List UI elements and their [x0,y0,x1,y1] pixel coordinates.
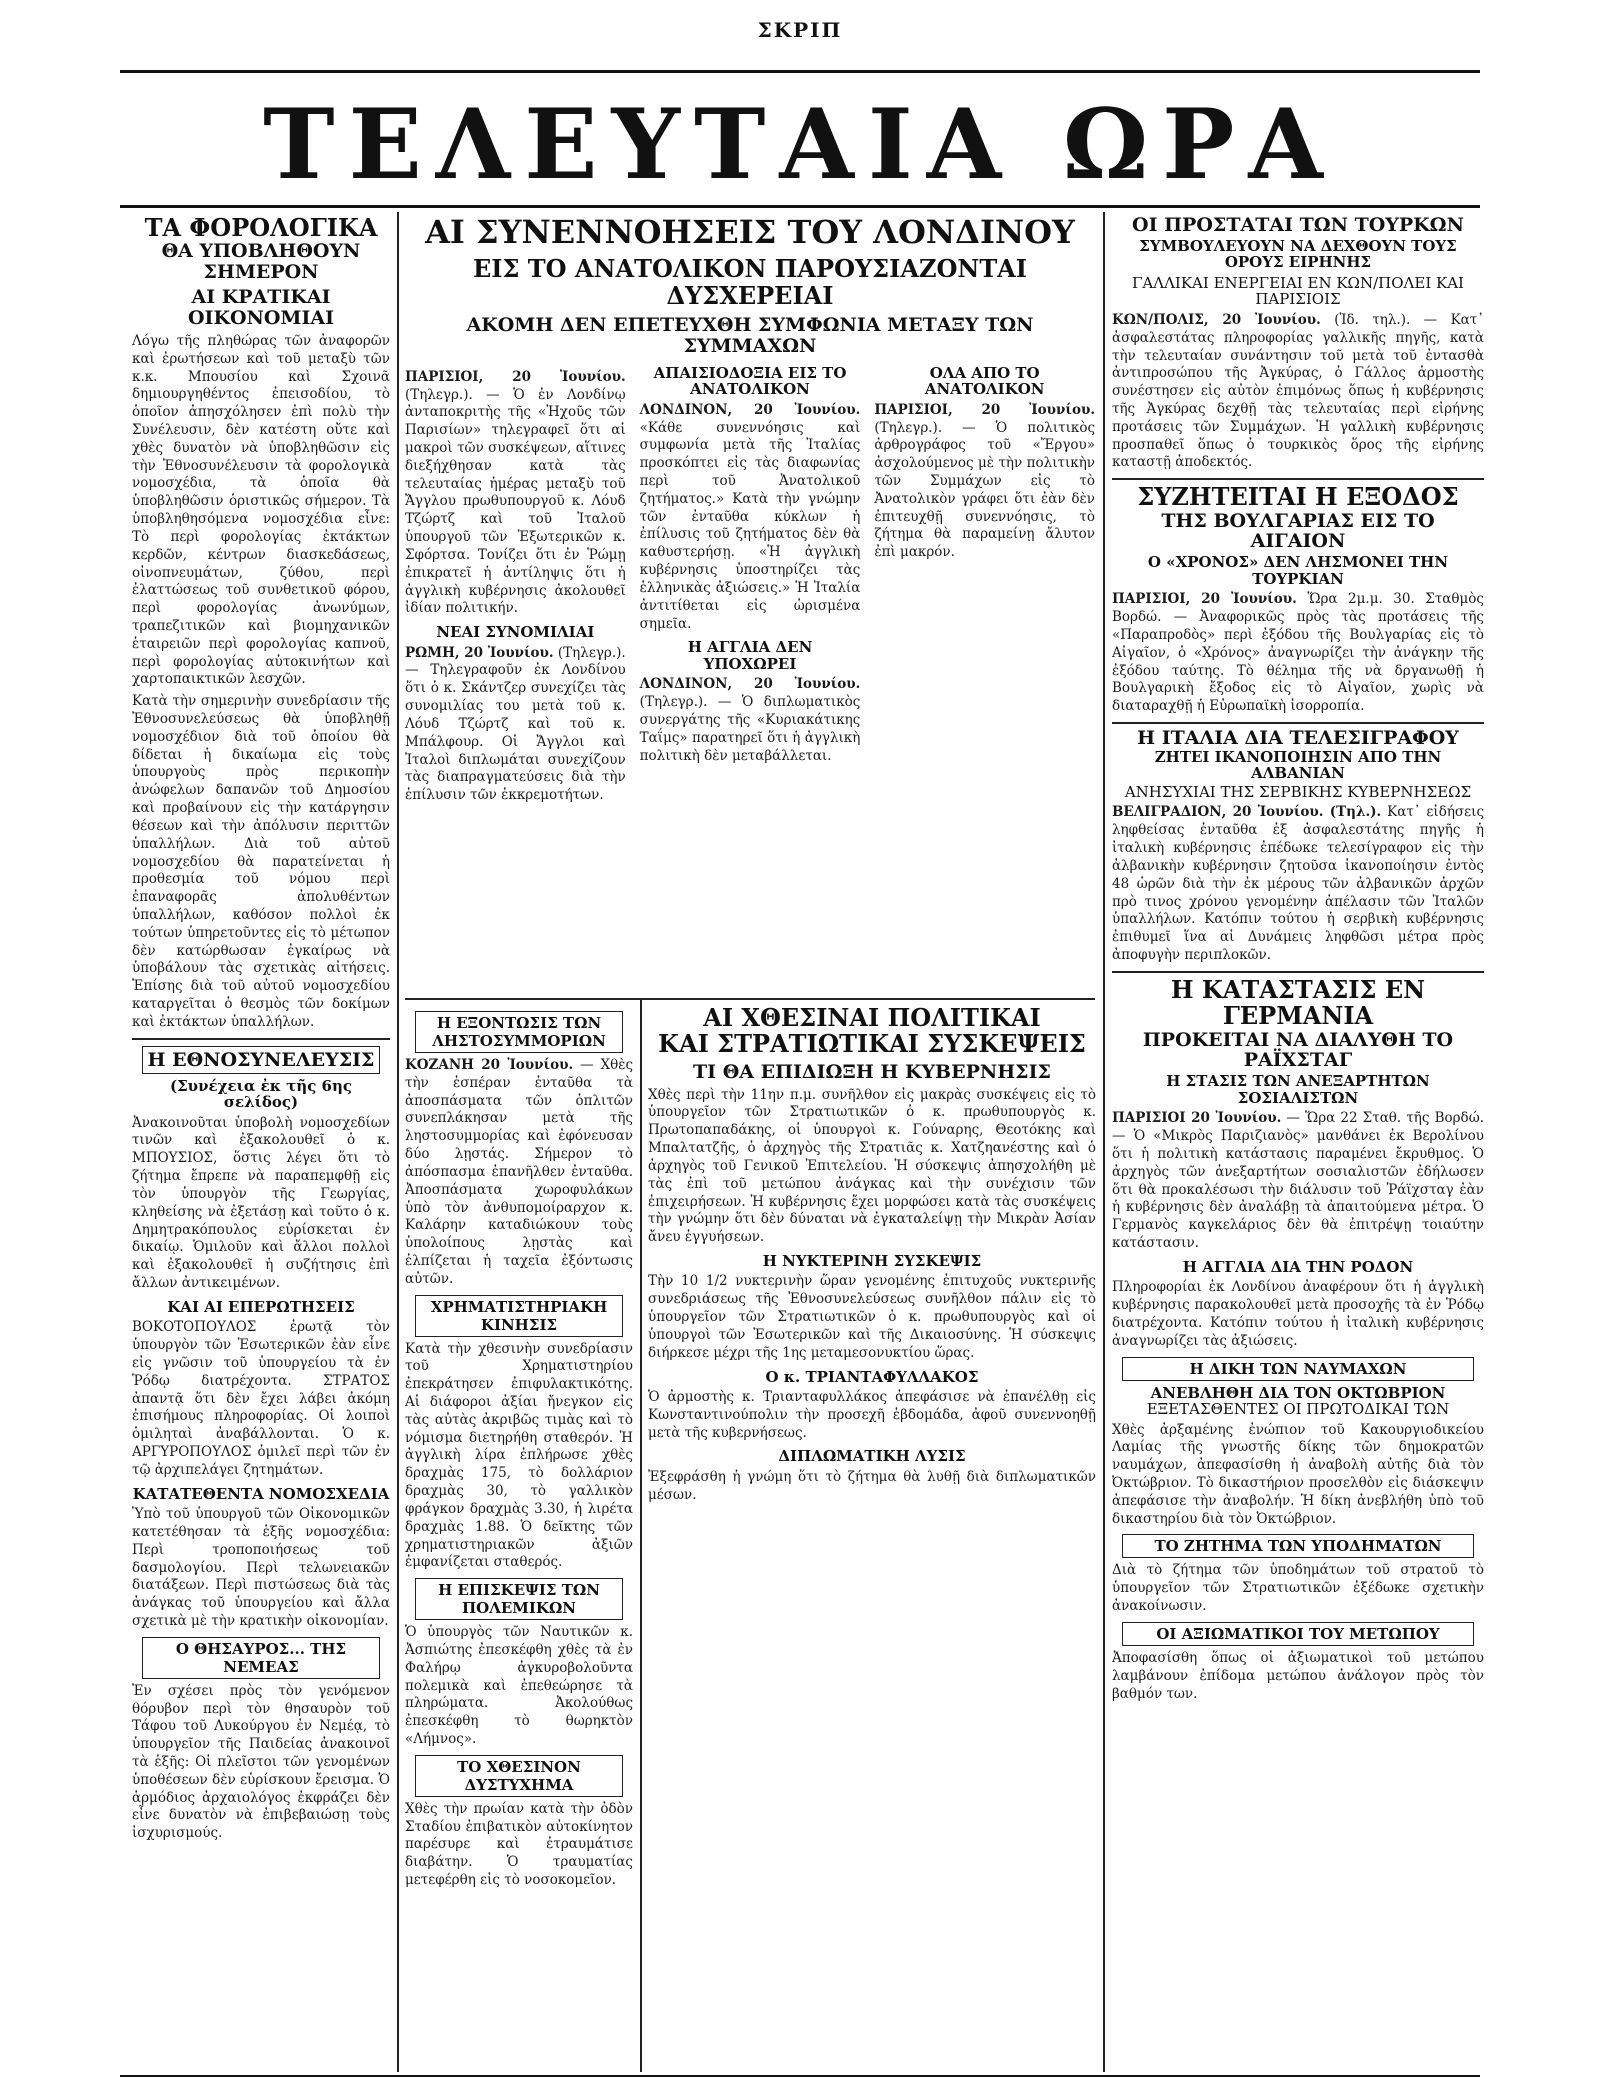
article-text: ΛΟΝΔΙΝΟΝ, 20 Ἰουνίου. (Τηλεγρ.). — Ὁ διπλωματικὸς συνεργάτης τῆς «Κυριακάτικης Ταΐμς» παρατηρεῖ ὅτι ἡ ἀγγλικὴ πολιτικὴ δὲν μεταβάλλεται. [639,676,861,764]
article-text: ΠΑΡΙΣΙΟΙ, 20 Ἰουνίου. (Τηλεγρ.). — Ὁ πολιτικὸς ἀρθρογράφος τοῦ «Ἔργου» ἀσχολούμενος μὲ τὴν πολιτικὴν τῶν Συμμάχων εἰς τὸ Ἀνατολικὸν γράφει ὅτι ἐὰν δὲν ἐπιτευχθῇ συνεννόησις, τὸ ζήτημα θὰ παραμείνῃ ἄλυτον ἐπὶ μακρόν. [874,401,1095,561]
headline: ΝΕΑΙ ΣΥΝΟΜΙΛΙΑΙ [436,623,595,642]
subheadline: Ο «ΧΡΟΝΟΣ» ΔΕΝ ΛΗΣΜΟΝΕΙ ΤΗΝ ΤΟΥΡΚΙΑΝ [1147,553,1449,588]
dateline: ΠΑΡΙΣΙΟΙ, 20 Ἰουνίου. [874,401,1095,418]
article-divider [1112,971,1484,973]
article-text: ΠΑΡΙΣΙΟΙ, 20 Ἰουνίου. Ὥρα 2μ.μ. 30. Σταθμὸς Βορδώ. — Ἀναφορικῶς πρὸς τὰς προτάσεις τῆς «Παραπροδὸς» περὶ ἐξόδου τῆς Βουλγαρίας εἰς τὸ Αἰγαῖον, ὁ «Χρόνος» ἀναγνωρίζει τὴν ἀνάγκην τῆς ἐξόδου ταύτης. Τὸ θέλημα τῆς νὰ δργανωθῇ ἡ Βουλγαρικὴ ἔξοδος εἰς τὸ Αἰγαῖον, χωρὶς νὰ διαταραχθῇ ἡ Εὐρωπαϊκὴ ἰσορροπία. [1112,591,1484,715]
newspaper-name: ΣΚΡΙΠ [757,18,843,42]
dateline: ΚΟΖΑΝΗ 20 Ἰουνίου. [405,1057,574,1073]
subheadline: ΑΝΕΒΛΗΘΗ ΔΙΑ ΤΟΝ ΟΚΤΩΒΡΙΟΝ [1150,1383,1446,1402]
headline: Η ΑΓΓΛΙΑ ΔΙΑ ΤΗΝ ΡΟΔΟΝ [1182,1257,1414,1276]
article-text: Πληροφορίαι ἐκ Λονδίνου ἀναφέρουν ὅτι ἡ ἀγγλικὴ κυβέρνησις παρακολουθεῖ μετὰ προσοχῆς τὰ ἐν Ῥόδῳ διατρέχοντα. Κατόπιν τούτου ἡ ἰταλικὴ κυβέρνησις ἀναγνωρίζει τὰς ἀξιώσεις. [1112,1279,1484,1349]
headline: Η ΑΓΓΛΙΑ ΔΕΝ ΥΠΟΧΩΡΕΙ [687,638,813,673]
article-text: ΠΑΡΙΣΙΟΙ 20 Ἰουνίου. — Ὥρα 22 Σταθ. τῆς Βορδώ. — Ὁ «Μικρὸς Παριζιανὸς» μανθάνει ἐκ Βερολίνου ὅτι ἡ πολιτικὴ κατάστασις παραμένει ἔκρυθμος. Ὁ ἀρχηγὸς τῶν ἀνεξαρτήτων σοσιαλιστῶν ἐδήλωσεν ὅτι θὰ προκαλέσωσι τὴν διάλυσιν τοῦ Ῥάϊχσταγ ἐὰν ἡ κυβέρνησις δὲν ἀναλάβῃ τὰ ἀπαιτούμενα μέτρα. Ὁ Γερμανὸς καγκελάριος δὲν θὰ ἐπιτρέψῃ τοιαύτην κατάστασιν. [1112,1110,1484,1252]
subheadline: ΣΥΜΒΟΥΛΕΥΟΥΝ ΝΑ ΔΕΧΘΟΥΝ ΤΟΥΣ ΟΡΟΥΣ ΕΙΡΗΝΗΣ [1139,236,1457,272]
column-center-left [405,1005,633,2075]
headline: ΣΥΖΗΤΕΙΤΑΙ Η ΕΞΟΔΟΣ [1137,482,1459,512]
subheadline: ΕΞΕΤΑΣΘΕΝΤΕΣ ΟΙ ΠΡΩΤΟΔΙΚΑΙ ΤΩΝ [1146,1400,1450,1419]
article-text: ΡΩΜΗ, 20 Ἰουνίου. (Τηλεγρ.). — Τηλεγραφοῦν ἐκ Λονδίνου ὅτι ὁ κ. Σκάντζερ συνεχίζει τὰς συνομιλίας του μετὰ τοῦ κ. Λόυδ Τζώρτζ καὶ τοῦ κ. Μπάλφουρ. Οἱ Ἄγγλοι καὶ Ἰταλοὶ διπλωμάται συνεχίζουν τὰς διαπραγματεύσεις διὰ τὴν ἐπίλυσιν τῶν ἐκκρεμοτήτων. [405,644,626,804]
article-text: ΚΩΝ/ΠΟΛΙΣ, 20 Ἰουνίου. (Ἰδ. τηλ.). — Κατ᾽ ἀσφαλεστάτας πληροφορίας γαλλικῆς πηγῆς, κατὰ τὴν τελευταίαν συνάντησιν τοῦ μετὰ τοῦ ἐντασθὰ ἀντιπροσώπου τῆς Ἀγκύρας, ὁ Γάλλος ἁρμοστὴς συνέστησεν εἰς αὐτὸν ἐπιμόνως ὅπως ἡ κυβέρνησις τῆς Ἀγκύρας δεχθῇ τὰς τελευταίας περὶ εἰρήνης προτάσεις τῶν Συμμάχων. Ἡ γαλλικὴ κυβέρνησις προσπαθεῖ ὅπως ὁ τουρκικὸς ὅρος τῆς εἰρήνης καταστῇ ἀποδεκτός. [1112,311,1484,471]
section-headline: Η ΕΠΙΣΚΕΨΙΣ ΤΩΝ ΠΟΛΕΜΙΚΩΝ [415,1578,623,1620]
headline: ΔΙΠΛΩΜΑΤΙΚΗ ΛΥΣΙΣ [778,1447,966,1466]
dateline: ΛΟΝΔΙΝΟΝ, 20 Ἰουνίου. [639,676,861,693]
article-text: Χθὲς περὶ τὴν 11ην π.μ. συνῆλθον εἰς μακρὰς συσκέψεις εἰς τὸ ὑπουργεῖον τῶν Στρατιωτικῶν ὁ κ. πρωθυπουργὸς κ. Πρωτοπαπαδάκης, οἱ ὑπουργοὶ κ. Γούναρης, Θεοτόκης καὶ Μπαλτατζῆς, ὁ ἀρχηγὸς τῆς Στρατιᾶς κ. Χατζηανέστης καὶ ὁ ἀρχηγὸς τοῦ Γενικοῦ Ἐπιτελείου. Ἡ σύσκεψις ἀπησχολήθη μὲ τὰς ἐπὶ τοῦ μετώπου ἀνάγκας καὶ τὴν συνέχισιν τῶν ἐπιχειρήσεων. Ἡ κυβέρνησις ἔχει μορφώσει κατὰ τὰς συσκέψεις τὴν γνώμην ὅτι δὲν δύναται νὰ ἐγκαταλείψῃ τὴν Μικρὰν Ἀσίαν ἄνευ ἐγγυήσεων. [648,1086,1096,1246]
article-text: Κατὰ τὴν σημερινὴν συνεδρίασιν τῆς Ἐθνοσυνελεύσεως θὰ ὑποβληθῇ νομοσχέδιον διὰ τοῦ ὁποίου θὰ δίδεται ἡ δικαίωμα εἰς τοὺς ὑπουργοὺς πρὸς περικοπὴν ἀνώφελων δαπανῶν τοῦ Δημοσίου καὶ προβαίνουν εἰς τὴν κατάργησιν θέσεων καὶ τὴν ἀπόλυσιν περιττῶν ὑπαλλήλων. Διὰ τοῦ αὐτοῦ νομοσχεδίου θὰ παρατείνεται ἡ προθεσμία τοῦ νόμου περὶ ἐπαναφορᾶς ἀπολυθέντων ὑπαλλήλων, καθόσον πολλοὶ ἐκ τούτων ὑπηρετοῦντες εἰς τὸ μέτωπον δὲν κατώρθωσαν ἐγκαίρως νὰ ὑποβάλουν τὰς σχετικὰς αἰτήσεις. Ἐπίσης διὰ τοῦ αὐτοῦ νομοσχεδίου καταργεῖται ὁ θεσμὸς τῶν δοκίμων καὶ ἐκτάκτων ὑπαλλήλων. [132,693,390,1030]
dateline: ΠΑΡΙΣΙΟΙ 20 Ἰουνίου. [1112,1110,1282,1127]
top-rule [120,70,1480,73]
subheadline: ΑΚΟΜΗ ΔΕΝ ΕΠΕΤΕΥΧΘΗ ΣΥΜΦΩΝΙΑ ΜΕΤΑΞΥ ΤΩΝ ΣΥΜΜΑΧΩΝ [466,313,1034,357]
headline: Ο κ. ΤΡΙΑΝΤΑΦΥΛΛΑΚΟΣ [765,1367,979,1386]
subcolumn [874,365,1095,805]
article-divider [132,1038,390,1040]
subheadline: ΕΙΣ ΤΟ ΑΝΑΤΟΛΙΚΟΝ ΠΑΡΟΥΣΙΑΖΟΝΤΑΙ ΔΥΣΧΕΡΕΙΑΙ [472,254,1028,310]
article-text: Ὑπὸ τοῦ ὑπουργοῦ τῶν Οἰκονομικῶν κατετέθησαν τὰ ἑξῆς νομοσχέδια: Περὶ τροποποιήσεως τοῦ δασμολογίου. Περὶ τελωνειακῶν διατάξεων. Περὶ πιστώσεως διὰ τὰς ἀνάγκας τοῦ ὑπουργείου καὶ ἄλλα σχετικὰ μὲ τὴν κρατικὴν οἰκονομίαν. [132,1506,390,1629]
dateline: ΡΩΜΗ, 20 Ἰουνίου. [405,644,554,661]
subheadline: ΤΙ ΘΑ ΕΠΙΔΙΩΞΗ Η ΚΥΒΕΡΝΗΣΙΣ [693,1060,1051,1083]
headline: Η ΝΥΚΤΕΡΙΝΗ ΣΥΣΚΕΨΙΣ [762,1251,982,1270]
article-text: ΒΕΛΙΓΡΑΔΙΟΝ, 20 Ἰουνίου. (Τηλ.). Κατ᾽ εἰδήσεις ληφθείσας ἐνταῦθα ἐξ ἀσφαλεστάτης πηγῆς ἡ ἰταλικὴ κυβέρνησις ἐπέδωκε τελεσίγραφον εἰς τὴν ἀλβανικὴν κυβέρνησιν ζητοῦσα ἱκανοποίησιν ἐντὸς 48 ὡρῶν διὰ τὴν ἐκ μέρους τῶν ἀλβανικῶν ἀρχῶν πρὸ τινος χρόνου γενομένην ἀπέλασιν τῶν Ἰταλῶν ὑπαλλήλων. Κατόπιν τούτου ἡ σερβικὴ κυβέρνησις ἐπιθυμεῖ ἵνα αἱ Δυνάμεις ληφθῶσι μέτρα πρὸς ἀποφυγὴν περιπλοκῶν. [1112,804,1484,963]
bottom-rule [120,2075,1480,2077]
section-headline: ΤΟ ΧΘΕΣΙΝΟΝ ΔΥΣΤΥΧΗΜΑ [415,1755,623,1797]
dateline: ΛΟΝΔΙΝΟΝ, 20 Ἰουνίου. [639,401,861,418]
headline: ΑΠΑΙΣΙΟΔΟΞΙΑ ΕΙΣ ΤΟ ΑΝΑΤΟΛΙΚΟΝ [653,363,847,399]
article-text: ΛΟΝΔΙΝΟΝ, 20 Ἰουνίου. «Κάθε συνεννόησις καὶ συμφωνία μετὰ τῆς Ἰταλίας προσκόπτει εἰς τὰς διαφωνίας περὶ τοῦ Ἀνατολικοῦ ζητήματος.» Κατὰ τὴν γνώμην τῶν ἐνταῦθα κύκλων ἡ ἐπίλυσις τοῦ ζητήματος δὲν θὰ καθυστερήσῃ. «Ἡ ἀγγλικὴ κυβέρνησις ὑποστηρίζει τὰς ἑλληνικὰς ἀξιώσεις.» Ἡ Ἰταλία ἀντιτίθεται εἰς ὡρισμένα σημεῖα. [639,401,861,632]
article-text: Ὁ ἀρμοστὴς κ. Τριανταφυλλάκος ἀπεφάσισε νὰ ἐπανέλθῃ εἰς Κωνσταντινούπολιν τὴν προσεχῆ ἑβδομάδα, ἀφοῦ συνεννοηθῇ μετὰ τῆς κυβερνήσεως. [648,1389,1096,1441]
article-text: ΠΑΡΙΣΙΟΙ, 20 Ἰουνίου. (Τηλεγρ.). — Ὁ ἐν Λονδίνῳ ἀνταποκριτὴς τῆς «Ἠχοῦς τῶν Παρισίων» τηλεγραφεῖ ὅτι αἱ μακροὶ τῶν συσκέψεων, αἵτινες διεξήχθησαν κατὰ τὰς τελευταίας ἡμέρας μεταξὺ τοῦ Ἄγγλου πρωθυπουργοῦ κ. Λόυδ Τζώρτζ καὶ τοῦ Ἰταλοῦ ὑπουργοῦ τῶν Ἐξωτερικῶν κ. Σφόρτσα. Τονίζει ὅτι ἐν Ῥώμῃ ἐπικρατεῖ ἡ ἀντίληψις ὅτι ἡ ἀγγλικὴ κυβέρνησις ἀκολουθεῖ ἰδίαν πολιτικήν. [405,368,626,617]
subcolumn [405,365,626,805]
dateline: ΠΑΡΙΣΙΟΙ, 20 Ἰουνίου. [405,368,626,385]
section-headline: Η ΕΘΝΟΣΥΝΕΛΕΥΣΙΣ [142,1046,380,1074]
subheadline: ΑΙ ΚΡΑΤΙΚΑΙ ΟΙΚΟΝΟΜΙΑΙ [188,286,334,330]
dateline: ΚΩΝ/ΠΟΛΙΣ, 20 Ἰουνίου. [1112,311,1321,328]
article-text: Ἐν σχέσει πρὸς τὸν γενόμενον θόρυβον περὶ τὸν θησαυρὸν τοῦ Τάφου τοῦ Λυκούργου ἐν Νεμέᾳ, τὸ ὑπουργεῖον τῆς Παιδείας ἀνακοινοῖ τὰ ἑξῆς: Οἱ πλεῖστοι τῶν γενομένων ὑποθέσεων δὲν εὑρίσκουν ἔρεισμα. Ὁ ἁρμόδιος ἀρχαιολόγος ἐκφράζει δὲν εἶνε δυνατὸν νὰ ἐπιβεβαιώσῃ τοὺς ἰσχυρισμούς. [132,1682,390,1842]
article-text: ΒΟΚΟΤΟΠΟΥΛΟΣ ἐρωτᾷ τὸν ὑπουργὸν τῶν Ἐσωτερικῶν ἐὰν εἶνε εἰς γνῶσιν τοῦ ὑπουργείου τὰ ἐν Ῥόδῳ διατρέχοντα. ΣΤΡΑΤΟΣ ἀπαντᾷ ὅτι δὲν ἔχει λάβει ἀκόμη ἐπισήμους πληροφορίας. Οἱ λοιποὶ ὁμιληταὶ ἀναβάλλονται. Ὁ κ. ΑΡΓΥΡΟΠΟΥΛΟΣ ὁμιλεῖ περὶ τῶν ἐν τῷ ἀρχιπελάγει ζητημάτων. [132,1319,390,1478]
subheadline: ΠΡΟΚΕΙΤΑΙ ΝΑ ΔΙΑΛΥΘΗ ΤΟ ΡΑΪΧΣΤΑΓ [1142,1028,1454,1072]
article-text: Ἀνακοινοῦται ὑποβολὴ νομοσχεδίων τινῶν καὶ ἐξακολουθεῖ ὁ κ. ΜΠΟΥΣΙΟΣ, ὅστις λέγει ὅτι τὸ ζήτημα ἔπρεπε νὰ παραπεμφθῇ εἰς τὸν ὑπουργὸν τῆς Γεωργίας, κληθείσης νὰ ἐξετάσῃ καὶ τοῦτο ὁ κ. Δημητρακόπουλος εὑρίσκεται ἐν δικαίῳ. Ὁμιλοῦν καὶ ἄλλοι πολλοὶ καὶ ἐξακολουθεῖ ἡ συζήτησις ἐπὶ ἄλλων ἀντικειμένων. [132,1114,390,1291]
column-right [1112,215,1484,2075]
article-text: Λόγω τῆς πληθώρας τῶν ἀναφορῶν καὶ ἐρωτήσεων καὶ τοῦ μεταξὺ τῶν κ.κ. Μπουσίου καὶ Σχοινᾶ δημιουργηθέντος ἐπεισοδίου, τὸ ὁποῖον ἀπησχόλησεν ἐπὶ πολὺ τὴν Συνέλευσιν, δὲν κατέστη οὔτε καὶ χθὲς δυνατὸν νὰ ὑποβληθῶσιν εἰς τὴν Ἐθνοσυνέλευσιν τὰ φορολογικὰ νομοσχέδια, τὰ ὁποῖα θὰ ὑποβληθῶσιν ὁριστικῶς σήμερον. Τὰ ὑποβληθησόμενα νομοσχέδια εἶνε: Τὸ περὶ φορολογίας ἐκτάκτων κερδῶν, κέντρων διασκεδάσεως, οἰνοπνευμάτων, ζύθου, περὶ ἐλαττώσεως τοῦ συνθετικοῦ φόρου, περὶ φορολογίας ἀνωνύμων, τραπεζιτικῶν καὶ βιομηχανικῶν ἑταιρειῶν περὶ φορολογίας καπνοῦ, περὶ φορολογίας αὐτοκινήτων καὶ χαρτοπαικτικῶν λεσχῶν. [132,332,390,688]
column-left [132,215,390,2075]
section-headline: ΧΡΗΜΑΤΙΣΤΗΡΙΑΚΗ ΚΙΝΗΣΙΣ [415,1295,623,1337]
headline: ΑΙ ΧΘΕΣΙΝΑΙ ΠΟΛΙΤΙΚΑΙ [703,1005,1041,1032]
section-headline: Η ΔΙΚΗ ΤΩΝ ΝΑΥΜΑΧΩΝ [1122,1357,1474,1381]
article-divider [1112,478,1484,480]
column-divider [640,1000,642,2072]
dateline: ΠΑΡΙΣΙΟΙ, 20 Ἰουνίου. [1112,591,1297,608]
column-divider [1103,212,1105,2072]
headline: ΤΑ ΦΟΡΟΛΟΓΙΚΑ [144,215,378,242]
headline: ΚΑΙ ΣΤΡΑΤΙΩΤΙΚΑΙ ΣΥΣΚΕΨΕΙΣ [658,1029,1086,1059]
article-text: Κατὰ τὴν χθεσινὴν συνεδρίασιν τοῦ Χρηματιστηρίου ἐπεκράτησεν ἐπιφυλακτικότης. Αἱ διάφοροι ἀξίαι ἤνεγκον εἰς τὰς αὐτὰς ἀκριβῶς τιμὰς καὶ τὸ νόμισμα διετηρήθη σταθερόν. Ἡ ἀγγλικὴ λίρα ἐπλήρωσε χθὲς δραχμὰς 175, τὸ δολλάριον δραχμὰς 30, τὸ γαλλικὸν φράγκον δραχμὰς 3.30, ἡ λιρέτα δραχμὰς 1.88. Ὁ δεῖκτης τῶν χρηματιστηριακῶν ἀξιῶν ἐμφανίζεται σταθερός. [405,1340,633,1571]
article-text: Χθὲς ἀρξαμένης ἐνώπιον τοῦ Κακουργιοδικείου Λαμίας τῆς γνωστῆς δίκης τῶν δημοκρατῶν ναυμάχων, ἀπεφασίσθη ἡ ἀναβολὴ αὐτῆς διὰ τὸν Ὀκτώβριον. Τὸ δικαστήριον προσελθὸν εἰς διάσκεψιν ἀπεφάσισε τὴν ἀναβολήν. Ἡ δίκη ἀνεβλήθη ὑπὸ τοῦ δικαστηρίου διὰ τὸν Ὀκτώβριον. [1112,1421,1484,1527]
subheadline: Η ΣΤΑΣΙΣ ΤΩΝ ΑΝΕΞΑΡΤΗΤΩΝ ΣΟΣΙΑΛΙΣΤΩΝ [1166,1072,1430,1107]
dateline: ΒΕΛΙΓΡΑΔΙΟΝ, 20 Ἰουνίου. (Τηλ.). [1112,804,1382,821]
article-text: ΚΟΖΑΝΗ 20 Ἰουνίου. — Χθὲς τὴν ἑσπέραν ἐνταῦθα τὰ ἀποσπάσματα τῶν ὁπλιτῶν συνεπλάκησαν μετὰ τῆς ληστοσυμμορίας καὶ ἐφόνευσαν δύο λῃστάς. Σήμερον τὸ ἀπόσπασμα ἐπανῆλθεν ἐνταῦθα. Ἀποσπάσματα χωροφυλάκων ὑπὸ τὸν ἀνθυπομοίραρχον κ. Καλάρην καταδιώκουν τοὺς ὑπολοίπους λῃστὰς καὶ ἐλπίζεται ἡ ταχεῖα ἐξόντωσις αὐτῶν. [405,1057,633,1287]
column-center-right [648,1005,1096,2075]
subheadline: ΖΗΤΕΙ ΙΚΑΝΟΠΟΙΗΣΙΝ ΑΠΟ ΤΗΝ ΑΛΒΑΝΙΑΝ [1154,747,1442,783]
headline: ΟΙ ΠΡΟΣΤΑΤΑΙ ΤΩΝ ΤΟΥΡΚΩΝ [1132,215,1464,236]
section-headline: Ο ΘΗΣΑΥΡΟΣ... ΤΗΣ ΝΕΜΕΑΣ [142,1637,380,1679]
article-text: Τὴν 10 1/2 νυκτερινὴν ὥραν γενομένης ἐπιτυχοῦς νυκτερινῆς συνεδριάσεως τῆς Ἐθνοσυνελεύσεως συνῆλθον πάλιν εἰς τὸ ὑπουργεῖον τῶν Στρατιωτικῶν ὁ κ. πρωθυπουργὸς καὶ οἱ ὑπουργοὶ τῶν Ἐσωτερικῶν καὶ τῆς Δικαιοσύνης. Ἡ σύσκεψις διήρκεσε μέχρι τῆς 1ης μεταμεσονυκτίου ὥρας. [648,1273,1096,1361]
subheadline: ΘΑ ΥΠΟΒΛΗΘΟΥΝ ΣΗΜΕΡΟΝ [161,240,361,284]
column-center-top [405,215,1095,995]
headline: Η ΙΤΑΛΙΑ ΔΙΑ ΤΕΛΕΣΙΓΡΑΦΟΥ [1137,727,1459,750]
subheadline: ΑΝΗΣΥΧΙΑΙ ΤΗΣ ΣΕΡΒΙΚΗΣ ΚΥΒΕΡΝΗΣΕΩΣ [1124,782,1472,801]
subheadline: ΓΑΛΛΙΚΑΙ ΕΝΕΡΓΕΙΑΙ ΕΝ ΚΩΝ/ΠΟΛΕΙ ΚΑΙ ΠΑΡΙΣΙΟΙΣ [1132,273,1464,309]
section-masthead: ΤΕΛΕΥΤΑΙΑ ΩΡΑ [263,95,1337,195]
headline: ΑΙ ΣΥΝΕΝΝΟΗΣΕΙΣ ΤΟΥ ΛΟΝΔΙΝΟΥ [425,215,1075,251]
article-divider [405,998,1095,1000]
headline: Η ΚΑΤΑΣΤΑΣΙΣ ΕΝ ΓΕΡΜΑΝΙΑ [1170,974,1426,1031]
column-divider [397,212,399,2072]
section-headline: ΤΟ ΖΗΤΗΜΑ ΤΩΝ ΥΠΟΔΗΜΑΤΩΝ [1122,1534,1474,1558]
section-headline: ΟΙ ΑΞΙΩΜΑΤΙΚΟΙ ΤΟΥ ΜΕΤΩΠΟΥ [1122,1622,1474,1646]
subheadline: (Συνέχεια ἐκ τῆς 6ης σελίδος) [169,1076,353,1112]
headline: ΟΛΑ ΑΠΟ ΤΟ ΑΝΑΤΟΛΙΚΟΝ [924,363,1045,399]
masthead-bottom-rule [120,205,1480,208]
section-headline: Η ΕΞΟΝΤΩΣΙΣ ΤΩΝ ΛΗΣΤΟΣΥΜΜΟΡΙΩΝ [415,1011,623,1053]
article-text: Ἐξεφράσθη ἡ γνώμη ὅτι τὸ ζήτημα θὰ λυθῇ διὰ διπλωματικῶν μέσων. [648,1468,1096,1503]
headline: ΚΑΤΑΤΕΘΕΝΤΑ ΝΟΜΟΣΧΕΔΙΑ [132,1484,390,1503]
headline: ΤΗΣ ΒΟΥΛΓΑΡΙΑΣ ΕΙΣ ΤΟ ΑΙΓΑΙΟΝ [1161,509,1435,553]
article-text: Διὰ τὸ ζήτημα τῶν ὑποδημάτων τοῦ στρατοῦ τὸ ὑπουργεῖον τῶν Στρατιωτικῶν ἐξέδωκε σχετικὴν ἀνακοίνωσιν. [1112,1562,1484,1615]
article-text: Ὁ ὑπουργὸς τῶν Ναυτικῶν κ. Ἀσπιώτης ἐπεσκέφθη χθὲς τὰ ἐν Φαλήρῳ ἀγκυροβολοῦντα πολεμικὰ καὶ ἐπεθεώρησε τὰ πληρώματα. Ἀκολούθως ἐπεσκέφθη τὸ θωρηκτὸν «Λήμνος». [405,1624,633,1747]
article-divider [1112,722,1484,724]
article-text: Ἀποφασίσθη ὅπως οἱ ἀξιωματικοὶ τοῦ μετώπου λαμβάνουν ἐπίδομα μετώπου ἀνάλογον πρὸς τὸν βαθμόν των. [1112,1649,1484,1702]
headline: ΚΑΙ ΑΙ ΕΠΕΡΩΤΗΣΕΙΣ [167,1297,355,1316]
article-text: Χθὲς τὴν πρωίαν κατὰ τὴν ὁδὸν Σταδίου ἐπιβατικὸν αὐτοκίνητον παρέσυρε καὶ ἐτραυμάτισε διαβάτην. Ὁ τραυματίας μετεφέρθη εἰς τὸ νοσοκομεῖον. [405,1800,633,1889]
subcolumn [640,365,861,805]
